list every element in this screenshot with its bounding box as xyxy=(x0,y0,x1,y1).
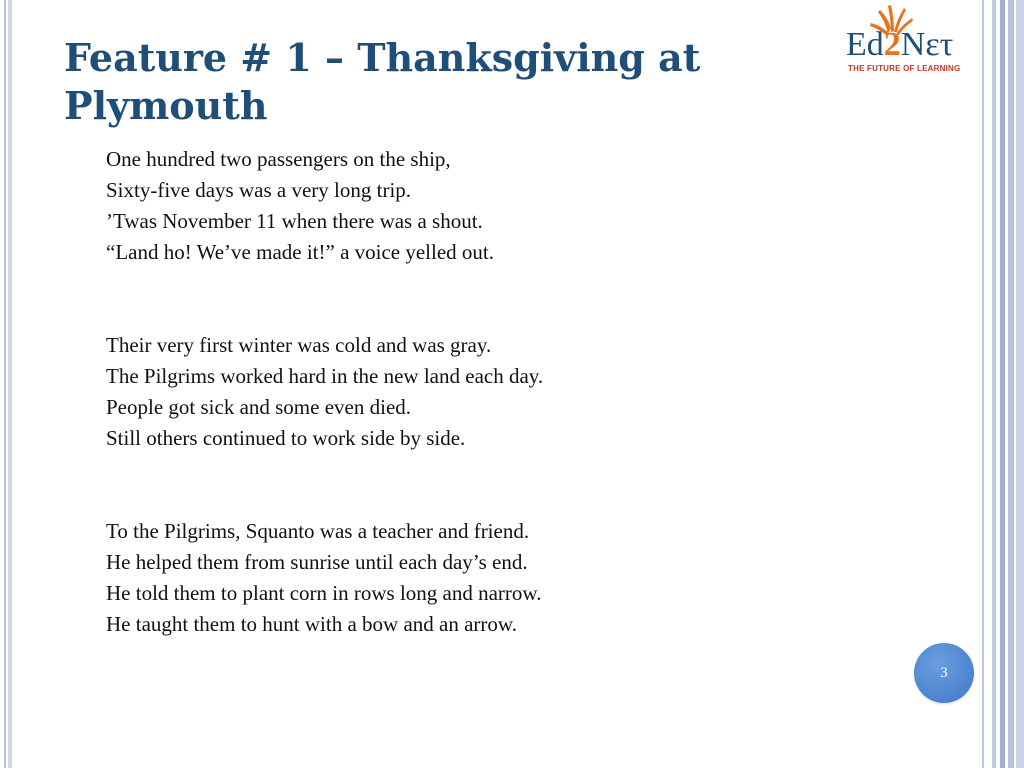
logo-tagline: THE FUTURE OF LEARNING xyxy=(848,64,961,73)
poem-line: Sixty-five days was a very long trip. xyxy=(106,178,412,202)
poem-line: He helped them from sunrise until each day’s end. xyxy=(106,550,528,574)
logo-text-suffix: Nετ xyxy=(900,26,954,63)
page-number-badge: 3 xyxy=(914,643,974,703)
slide-title: Feature # 1 – Thanksgiving at Plymouth xyxy=(64,35,701,128)
left-frame-border xyxy=(0,0,12,768)
poem-line: One hundred two passengers on the ship, xyxy=(106,147,451,171)
poem-line: To the Pilgrims, Squanto was a teacher and friend. xyxy=(106,519,530,543)
ed2net-logo xyxy=(842,4,980,78)
poem-line: “Land ho! We’ve made it!” a voice yelled out. xyxy=(106,240,495,264)
poem-line: Still others continued to work side by side. xyxy=(106,426,466,450)
poem-body xyxy=(106,144,826,702)
poem-line: People got sick and some even died. xyxy=(106,395,412,419)
logo-text-prefix: Ed xyxy=(846,26,884,63)
poem-line: ’Twas November 11 when there was a shout. xyxy=(106,209,483,233)
poem-line: He told them to plant corn in rows long and narrow. xyxy=(106,581,542,605)
stanza-2 xyxy=(106,330,826,454)
logo-text-two: 2 xyxy=(883,26,901,63)
stanza-3 xyxy=(106,516,826,640)
poem-line: He taught them to hunt with a bow and an arrow. xyxy=(106,612,517,636)
logo-wordmark xyxy=(846,26,953,64)
right-frame-stripes xyxy=(980,0,1024,768)
stanza-1 xyxy=(106,144,826,268)
poem-line: Their very first winter was cold and was gray. xyxy=(106,333,492,357)
poem-line: The Pilgrims worked hard in the new land each day. xyxy=(106,364,544,388)
